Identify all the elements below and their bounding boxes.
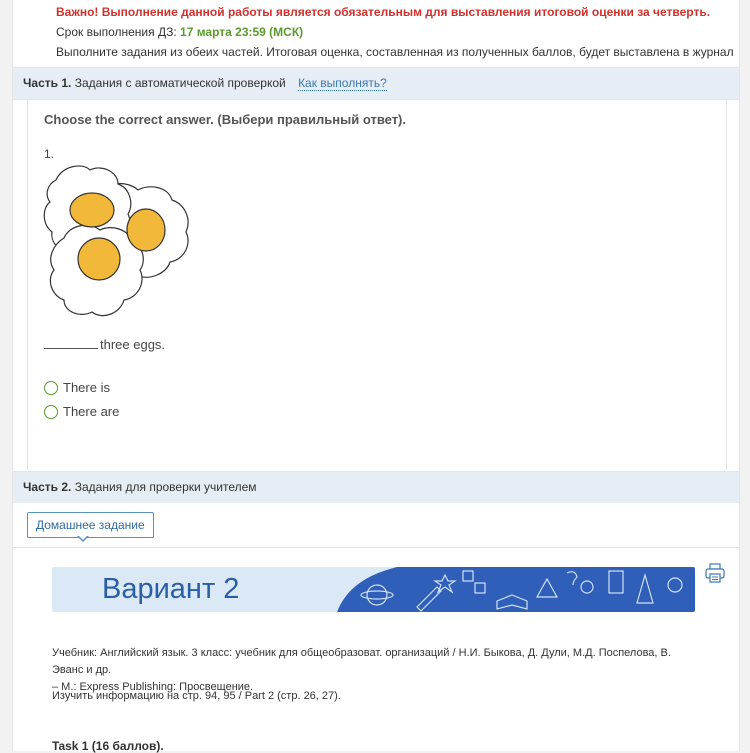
- part1-label: Часть 1.: [23, 76, 72, 90]
- option-there-are[interactable]: [44, 404, 119, 419]
- banner-title: Вариант 2: [102, 573, 240, 605]
- yolk-front: [78, 238, 120, 280]
- homework-notice: [56, 3, 734, 61]
- textbook-line1: Учебник: Английский язык. 3 класс: учебник для общеобразоват. организаций / Н.И. Быкова, Д. Дули, М.Д. Поспелова, В. Эванс и др.: [52, 647, 671, 676]
- part1-header: [13, 67, 739, 100]
- deadline-label: Срок выполнения ДЗ:: [56, 25, 181, 39]
- printer-icon[interactable]: [705, 563, 725, 583]
- part1-title: Задания с автоматической проверкой: [74, 76, 286, 90]
- radio-there-is[interactable]: [44, 381, 58, 395]
- task1-heading: Task 1 (16 баллов).: [52, 739, 164, 753]
- study-instruction: Изучить информацию на стр. 94, 95 / Part 2 (стр. 26, 27).: [52, 690, 341, 702]
- option-there-are-label: There are: [63, 404, 120, 419]
- sentence-rest: three eggs.: [100, 337, 166, 352]
- fried-eggs-illustration: [42, 162, 194, 322]
- variant-banner: [52, 567, 695, 612]
- part2-title: Задания для проверки учителем: [74, 480, 257, 494]
- page-container: [12, 0, 740, 751]
- radio-there-are[interactable]: [44, 405, 58, 419]
- textbook-line2: – М.: Express Publishing: Просвещение.: [52, 681, 254, 693]
- divider: [13, 547, 739, 548]
- answer-blank: [44, 348, 98, 349]
- question-number: 1.: [44, 147, 55, 161]
- homework-tab-area: [13, 503, 739, 547]
- school-doodles-pattern: [337, 567, 695, 612]
- instructions-text: Выполните задания из обеих частей. Итоговая оценка, составленная из полученных баллов, будет выставлена в журнал: [56, 45, 734, 59]
- option-there-is-label: There is: [63, 380, 110, 395]
- option-there-is[interactable]: [44, 380, 110, 395]
- how-to-link[interactable]: Как выполнять?: [298, 76, 387, 90]
- yolk-top: [70, 193, 114, 227]
- tab-caret-inner: [78, 535, 88, 540]
- yolk-right: [127, 209, 165, 251]
- deadline-date: 17 марта 23:59 (МСК): [180, 25, 304, 39]
- task-title: Choose the correct answer. (Выбери правильный ответ).: [44, 112, 407, 127]
- deadline-line: [56, 23, 734, 41]
- warning-text: Важно! Выполнение данной работы является обязательным для выставления итоговой оценки за четверть.: [56, 5, 711, 19]
- part2-label: Часть 2.: [23, 480, 72, 494]
- task-card: [27, 100, 727, 470]
- homework-tab-button[interactable]: Домашнее задание: [27, 512, 154, 538]
- question-sentence: [44, 337, 165, 352]
- part2-header: [13, 471, 739, 504]
